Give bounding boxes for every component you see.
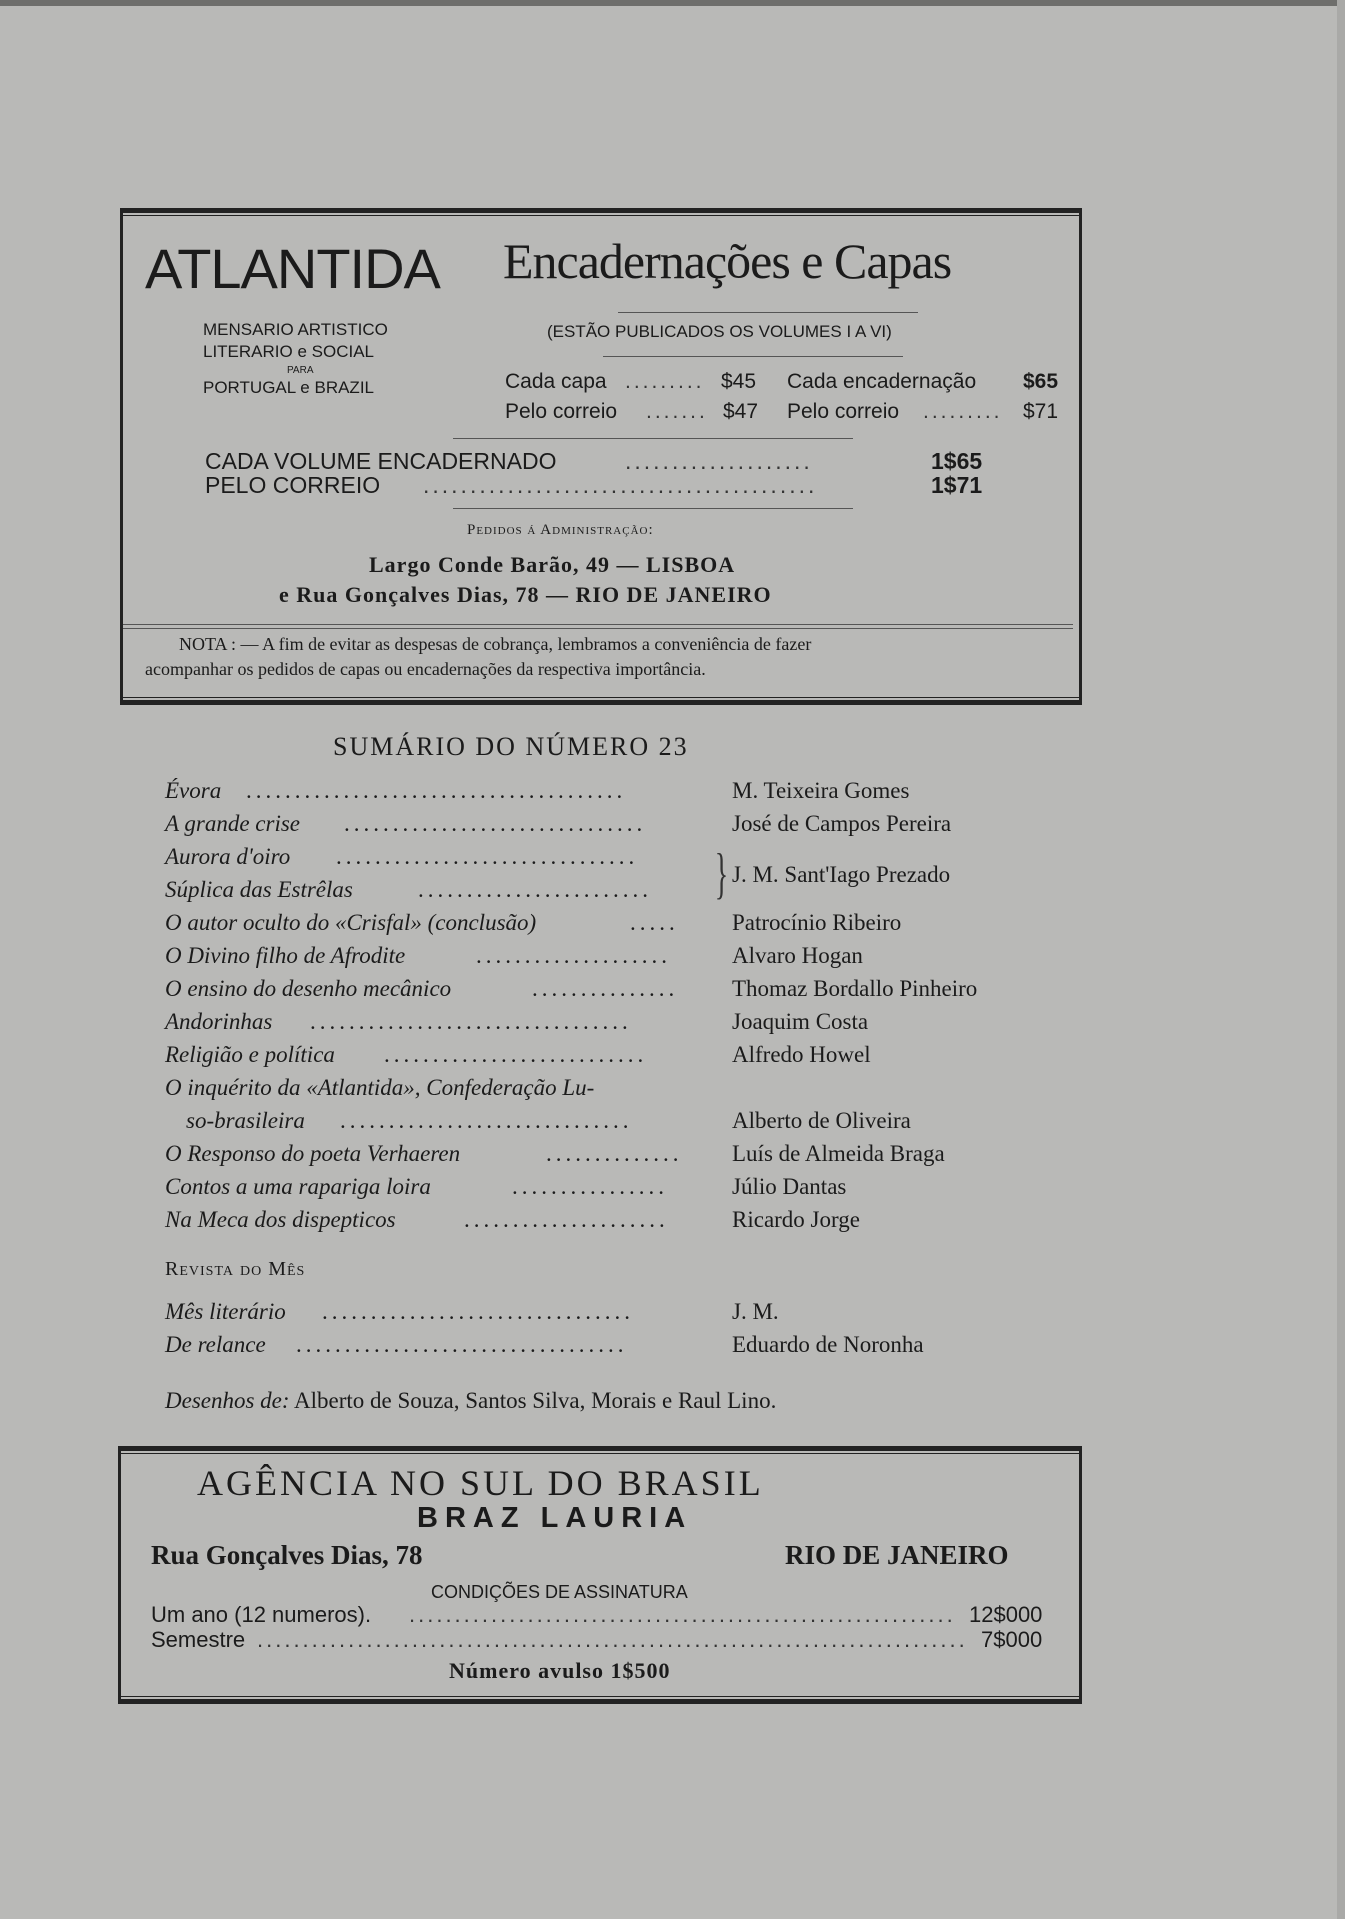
agency-ad-box: AGÊNCIA NO SUL DO BRASIL BRAZ LAURIA Rua Gonçalves Dias, 78 RIO DE JANEIRO CONDIÇÕES DE ASSINATURA Um ano (12 numeros). ............................................................ 12$000 Semestre .............................................................................. 7$000 Número avulso 1$500 (118, 1446, 1082, 1704)
volumes-note: (ESTÃO PUBLICADOS OS VOLUMES I A VI) (547, 322, 892, 341)
price-row-2-label2: Pelo correio (787, 400, 900, 423)
list-item: Contos a uma rapariga loira ................ Júlio Dantas (165, 1174, 847, 1199)
shared-author: J. M. Sant'Iago Prezado (732, 862, 951, 887)
revista-heading: Revista do Mês (165, 1258, 306, 1280)
price-row-2-label: Pelo correio (505, 400, 618, 423)
list-item: O Responso do poeta Verhaeren .............. Luís de Almeida Braga (165, 1141, 945, 1166)
single-issue-price: Número avulso 1$500 (449, 1658, 671, 1683)
article-title: Andorinhas (165, 1009, 273, 1034)
article-author: Alfredo Howel (732, 1042, 871, 1067)
list-item: O autor oculto do «Crisfal» (conclusão) ..... Patrocínio Ribeiro (165, 910, 902, 935)
article-title: Évora (165, 778, 222, 803)
article-author: Luís de Almeida Braga (732, 1141, 945, 1166)
atlantida-ad-box: ATLANTIDA MENSARIO ARTISTICO LITERARIO e SOCIAL PARA PORTUGAL e BRAZIL Encadernações e Capas (ESTÃO PUBLICADOS OS VOLUMES I A VI) Cada capa ......... $45 Cada encadernação $65 Pelo correio ....... $47 Pelo correio ......... $71 CADA VOLUME ENCADERNADO .................... 1$65 PELO CORREIO .......................................... 1$71 Pedidos á Administração: Largo Conde Barão, 49 — LISBOA e Rua Gonçalves Dias, 78 — RIO DE JANEIRO NOTA : — A fim de evitar as despesas de cobrança, lembramos a conveniência de fazer acompanhar os pedidos de capas ou encadernações da respectiva importância. (120, 208, 1082, 705)
article-author: Eduardo de Noronha (732, 1332, 924, 1357)
article-title: Religião e política (165, 1042, 335, 1067)
price-row-2-value: $47 (723, 400, 759, 423)
article-title: Súplica das Estrêlas (165, 877, 353, 902)
orders-label: Pedidos á Administração: (467, 522, 654, 538)
price-row-1-label2: Cada encadernação (787, 370, 977, 393)
list-item: O ensino do desenho mecânico ............... Thomaz Bordallo Pinheiro (165, 976, 978, 1001)
article-title: A grande crise (165, 811, 301, 836)
list-item: Mês literário ................................ J. M. (165, 1299, 779, 1324)
article-author: José de Campos Pereira (732, 811, 952, 836)
article-title: Aurora d'oiro (165, 844, 291, 869)
article-title: so-brasileira (186, 1108, 305, 1133)
list-item (0, 1075, 1345, 1107)
article-title: O Responso do poeta Verhaeren (165, 1141, 461, 1166)
address-lisbon: Largo Conde Barão, 49 — LISBOA (369, 552, 736, 577)
drawings-names: Alberto de Souza, Santos Silva, Morais e Raul Lino. (294, 1388, 777, 1413)
article-author: Alberto de Oliveira (732, 1108, 911, 1133)
subscription-conditions: CONDIÇÕES DE ASSINATURA (431, 1582, 688, 1602)
tagline-line-3: PARA (287, 365, 314, 376)
brace: } (714, 843, 729, 905)
article-title: O inquérito da «Atlantida», Confederação Lu- (165, 1075, 595, 1100)
article-author: Alvaro Hogan (732, 943, 863, 968)
article-author: Joaquim Costa (732, 1009, 869, 1034)
article-title: Contos a uma rapariga loira (165, 1174, 431, 1199)
tagline-line-2: LITERARIO e SOCIAL (203, 342, 374, 361)
price-row-1-label: Cada capa (505, 370, 607, 393)
list-item: De relance .................................. Eduardo de Noronha (165, 1332, 924, 1357)
rate-row-2-value: 7$000 (981, 1627, 1043, 1652)
article-author: M. Teixeira Gomes (732, 778, 910, 803)
article-title: O autor oculto do «Crisfal» (conclusão) (165, 910, 537, 935)
list-item: Na Meca dos dispepticos ..................... Ricardo Jorge (165, 1207, 860, 1232)
list-item: Súplica das Estrêlas ........................ (165, 877, 652, 902)
volume-row-1-value: 1$65 (931, 448, 983, 474)
agency-city: RIO DE JANEIRO (785, 1540, 1009, 1570)
list-item: Évora ....................................... M. Teixeira Gomes (165, 778, 910, 803)
list-item: so-brasileira .............................. Alberto de Oliveira (186, 1108, 911, 1133)
drawings-credit (165, 1388, 776, 1414)
nota-line-1: NOTA : — A fim de evitar as despesas de cobrança, lembramos a conveniência de fazer (179, 634, 812, 654)
article-author: Ricardo Jorge (732, 1207, 860, 1232)
tagline-line-4: PORTUGAL e BRAZIL (203, 378, 374, 397)
drawings-label: Desenhos de: (165, 1388, 290, 1413)
list-item: O Divino filho de Afrodite .................... Alvaro Hogan (165, 943, 863, 968)
price-row-2-value2: $71 (1023, 400, 1059, 423)
list-item: Religião e política ........................... Alfredo Howel (165, 1042, 871, 1067)
rate-row-1-value: 12$000 (969, 1602, 1043, 1627)
article-author: J. M. (732, 1299, 779, 1324)
agency-street: Rua Gonçalves Dias, 78 (151, 1540, 423, 1570)
agency-heading: AGÊNCIA NO SUL DO BRASIL (197, 1463, 764, 1503)
article-title: De relance (165, 1332, 266, 1357)
nota-line-2: acompanhar os pedidos de capas ou encadernações da respectiva importância. (145, 659, 706, 679)
article-author: Júlio Dantas (732, 1174, 847, 1199)
volume-row-2-value: 1$71 (931, 472, 983, 498)
tagline-line-1: MENSARIO ARTISTICO (203, 320, 388, 339)
volume-row-2-label: PELO CORREIO (205, 472, 381, 498)
list-item: A grande crise ............................... José de Campos Pereira (165, 811, 952, 836)
article-author: Thomaz Bordallo Pinheiro (732, 976, 978, 1001)
article-author: Patrocínio Ribeiro (732, 910, 902, 935)
brand-title: ATLANTIDA (145, 237, 440, 300)
article-title: O ensino do desenho mecânico (165, 976, 452, 1001)
rate-row-2-label: Semestre (151, 1627, 246, 1652)
list-item: Andorinhas ................................. Joaquim Costa (165, 1009, 869, 1034)
article-title: Na Meca dos dispepticos (165, 1207, 396, 1232)
page-top-edge (0, 0, 1345, 6)
price-row-1-value2: $65 (1023, 370, 1059, 393)
article-title: O Divino filho de Afrodite (165, 943, 406, 968)
address-rio: e Rua Gonçalves Dias, 78 — RIO DE JANEIRO (279, 582, 772, 607)
volume-row-1-label: CADA VOLUME ENCADERNADO (205, 448, 557, 474)
price-row-1-value: $45 (721, 370, 757, 393)
rate-row-1-label: Um ano (12 numeros). (151, 1602, 372, 1627)
summary-heading: SUMÁRIO DO NÚMERO 23 (333, 732, 689, 761)
article-title: Mês literário (165, 1299, 286, 1324)
section-heading: Encadernações e Capas (503, 233, 952, 289)
list-item: Aurora d'oiro ............................... (165, 844, 639, 869)
agent-name: BRAZ LAURIA (417, 1502, 693, 1534)
